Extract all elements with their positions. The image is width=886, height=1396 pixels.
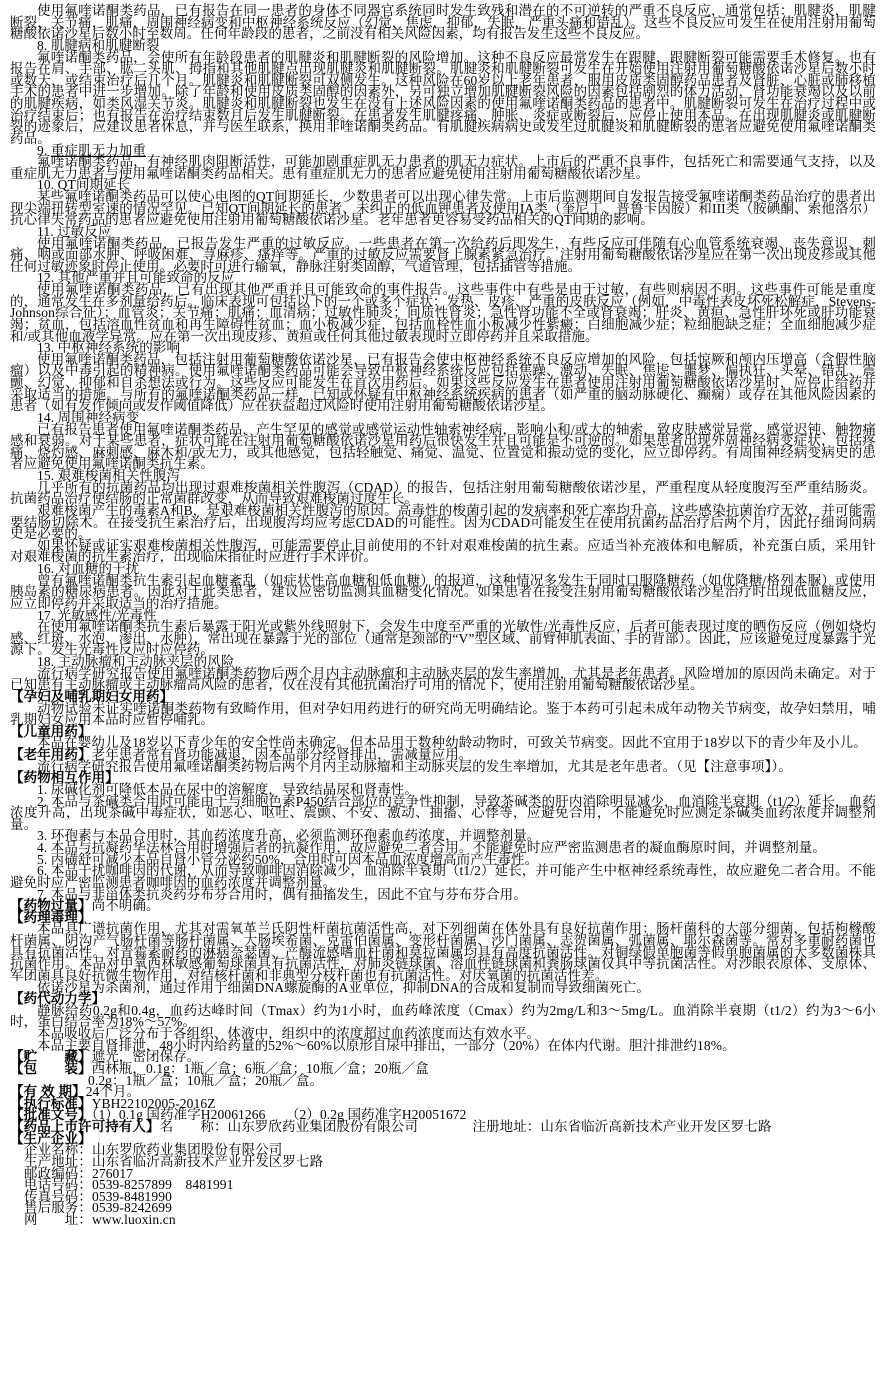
text: 遮光，密闭保存。: [91, 1049, 201, 1065]
text: 生产地址：山东省临沂高新技术产业开发区罗七路: [24, 1153, 324, 1169]
text: 已有报告患者使用氟喹诺酮类药品，产生罕见的感觉或感觉运动性轴索神经病，影响小和/或大的轴索，致皮肤感觉异常、感觉迟钝、触物痛感和衰弱。对于某些患者，症状可能在注射用葡萄糖酸依诺沙星用药后很快发生并且可能是不可逆的。如果患者出现外周神经病变症状，包括疼痛、烧灼感、麻刺感、麻木和/或无力，或其他感觉，包括轻触觉、痛觉、温觉、位置觉和振动觉的变化，应立即停药。有周围神经病变病史的患者应避免使用氟喹诺酮类抗生素。: [10, 421, 876, 472]
text: 尚不明确。: [91, 898, 160, 914]
text: 售后服务：0539-8242699: [24, 1200, 172, 1216]
paragraph: [10, 284, 876, 342]
field-label: 【老年用药】: [10, 747, 92, 762]
text: 使用氟喹诺酮类药品，包括注射用葡萄糖酸依诺沙星，已有报告会使中枢神经系统不良反应增加的风险，包括惊厥和颅内压增高（含假性脑瘤）以及中毒引起的精神病。使用氟喹诺酮类药品可能会导致中枢神经系统反应包括焦躁、激动、失眠、焦虑、噩梦、偏执狂、头晕、错乱、震颤、幻觉、抑郁和自杀想法或行为。这些反应可能发生在首次用药后。如果这些反应发生在患者使用注射用葡萄糖酸依诺沙星时，应停止给药并采取适当的措施。与所有的氟喹诺酮类药品一样，已知或怀疑有中枢神经系统疾病的患者（如严重的脑动脉硬化、癫痫）或存在其他风险因素的患者（如有发作倾向或发作阈值降低）应在获益超过风险时使用注射用葡萄糖酸依诺沙星。: [10, 351, 876, 414]
text: 电话号码：0539-8257899 8481991: [24, 1177, 234, 1193]
field-label: 【药品上市许可持有人】: [10, 1119, 160, 1134]
paragraph: [10, 793, 876, 832]
heading-number: 17.: [37, 607, 58, 623]
heading-number: 11.: [37, 223, 58, 239]
text: 传真号码：0539-8481990: [24, 1188, 172, 1204]
heading-number: 14.: [37, 409, 58, 425]
paragraph: [10, 923, 876, 981]
text: 老年患者常有肾功能减退，因本品部分经肾排出，需减量应用。: [91, 747, 473, 762]
field-label: 【执行标准】: [10, 1095, 92, 1111]
text: 流行病学研究报告使用氟喹诺酮类药物后两个月内主动脉瘤和主动脉夹层的发生率增加，尤其是老年患者。（见【注意事项】）。: [37, 758, 792, 774]
contact-line: [10, 1214, 876, 1226]
text: 【药物相互作用】: [10, 770, 119, 786]
text: 24个月。: [85, 1084, 141, 1100]
text: 本品在婴幼儿及18岁以下青少年的安全性尚未确定。但本品用于数种幼龄动物时，可致关节病变。因此不宜用于18岁以下的青少年及小儿。: [37, 735, 867, 751]
text: 在使用氟喹诺酮类抗生素后暴露于阳光或紫外线照射下，会发生中度至严重的光敏性/光毒性反应，后者可能表现过度的晒伤反应（例如烧灼感、红斑、水泡、渗出、水肿），常出现在暴露于光的部位（通常是颈部的“V”型区域、前臂伸肌表面、手的背部）。因此，应该避免过度暴露于光源下。发生光毒性反应时应停药。: [10, 619, 876, 658]
text: 企业名称：山东罗欣药业集团股份有限公司: [24, 1142, 283, 1158]
paragraph: [10, 865, 876, 888]
text: 使用氟喹诺酮类药品，已有出现其他严重并且可能致命的事件报告。这些事件中有些是由于过敏，有些则病因不明。这些事件可能是重度的，通常发生在多剂量给药后。临床表现可包括以下的一个或多个症状：发热、皮疹、严重的皮肤反应（例如，中毒性表皮坏死松解症，Stevens-Johnson综合征）；血管炎；关节痛；肌痛；血清病；过敏性肺炎；间质性肾炎；急性肾功能不全或肾衰竭；肝炎、黄疸、急性肝坏死或肝功能衰竭；贫血，包括溶血性贫血和再生障碍性贫血；血小板减少症，包括血栓性血小板减少性紫癜；白细胞减少症；粒细胞缺乏症；全血细胞减少症和/或其他血液学异常。应在第一次出现皮疹、黄疸或任何其他过敏表现时立即停药并且采取措施。: [10, 282, 876, 344]
text: 7. 本品与非甾体类抗炎药芬布芬合用时，偶有抽搐发生，因此不宜与芬布芬合用。: [37, 886, 527, 902]
paragraph: [10, 700, 876, 728]
heading-text: 肌腱病和肌腱断裂: [50, 37, 160, 53]
text: 使用氟喹诺酮类药品，已报告发生严重的过敏反应。一些患者在第一次给药后即发生，有些反应可伴随有心血管系统衰竭、丧失意识、刺痛、咽或面部水肿、呼吸困难、荨麻疹、瘙痒等。严重的过敏反应需要肾上腺素紧急治疗。注射用葡萄糖酸依诺沙星应在第一次出现皮疹或其他任何过敏迹象时停止使用。必要时可进行输氧，静脉注射类固醇，气道管理，包括插管等措施。: [10, 235, 876, 274]
text: 氟喹诺酮类药品，会使所有年龄段患者的肌腱炎和肌腱断裂的风险增加。这种不良反应最常发生在跟腱，跟腱断裂可能需要手术修复。也有报告在肩、手部、肱二头肌、拇指和其他肌腱点出现肌腱炎和肌腱断裂。肌腱炎和肌腱断裂可发生在开始使用注射用葡萄糖酸依诺沙星后数小时或数天，或结束治疗后几个月。肌腱炎和肌腱断裂可双侧发生。这种风险在60岁以上老年患者，服用皮质类固醇药品患者及肾脏、心脏或肺移植手术的患者中进一步增加。除了年龄和使用皮质类固醇的因素外，另可独立增加肌腱断裂风险的因素包括剧烈的体力活动，肾功能衰竭以及以前的肌腱疾病，如类风湿关节炎。肌腱炎和肌腱断裂也发生在没有上述风险因素的使用氟喹诺酮类药品的患者中。肌腱断裂可发生在治疗过程中或治疗结束后；也有报告在治疗结束数月后发生肌腱断裂。在患者发生肌腱疼痛、肿胀、炎症或断裂后，应停止使用本品。在出现肌腱炎或肌腱断裂的迹象后，应建议患者休息，并与医生联系，换用非喹诺酮类药品。有肌腱疾病病史或发生过肌腱炎和肌腱断裂的患者应避免使用氟喹诺酮类药品。: [10, 49, 876, 146]
paragraph: [10, 1002, 876, 1030]
text: 【药理毒理】: [10, 909, 92, 925]
text: 网 址：www.luoxin.cn: [24, 1212, 176, 1227]
heading-text: 光敏感性/光毒性: [57, 607, 157, 623]
field-label: 【批准文号】: [10, 1107, 92, 1123]
heading-text: 艰难梭菌相关性腹泻: [57, 468, 181, 483]
paragraph: [10, 979, 876, 995]
paragraph: [10, 235, 876, 274]
text: 流行病学研究报告使用氟喹诺酮类药物后两个月内主动脉瘤和主动脉夹层的发生率增加，尤其是老年患者。风险增加的原因尚未确定。对于已知患有主动脉瘤或主动脉瘤高风险的患者，仅在没有其他抗菌治疗可用的情况下，使用注射用葡萄糖酸依诺沙星。: [10, 665, 876, 693]
paragraph: [10, 479, 876, 507]
field-label: 【贮 藏】: [10, 1049, 92, 1065]
text: 3. 环孢素与本品合用时，其血药浓度升高，必须监测环孢素血药浓度，并调整剂量。: [37, 828, 541, 844]
paragraph: [10, 156, 876, 179]
text: 【儿童用药】: [10, 723, 92, 739]
text: 西林瓶，0.1g：1瓶／盒；6瓶／盒；10瓶／盒；20瓶／盒: [91, 1060, 429, 1076]
paragraph: [10, 572, 876, 611]
text: 本品具广谱抗菌作用，尤其对需氧革兰氏阴性杆菌抗菌活性高，对下列细菌在体外具有良好抗菌作用：肠杆菌科的大部分细菌，包括枸橼酸杆菌属、阴沟产气肠杆菌等肠杆菌属、大肠埃希菌、克雷伯菌属、变形杆菌属、沙门菌属、志贺菌属、弧菌属、耶尔森菌等。常对多重耐药菌也具有抗菌活性。对青霉素耐药的淋病奈瑟菌、产酶流感嗜血杆菌和莫拉菌属均具有高度抗菌活性。对铜绿假单胞菌等假单胞菌属的大多数菌株具抗菌作用。本品对甲氧西林敏感葡萄球菌具有抗菌活性，对肺炎链球菌、溶血性链球菌和粪肠球菌仅具中等抗菌活性。对沙眼衣原体、支原体、军团菌具良好抗微生物作用，对结核杆菌和非典型分枝杆菌也有抗菌活性。对厌氧菌的抗菌活性差。: [10, 921, 876, 983]
field-label: 【有 效 期】: [10, 1084, 86, 1100]
text: 氟喹诺酮类药品，有神经肌肉阻断活性，可能加剧重症肌无力患者的肌无力症状。上市后的严重不良事件，包括死亡和需要通气支持，以及重症肌无力患者与使用氟喹诺酮类药品相关。患有重症肌无力的患者应避免使用注射用葡萄糖酸依诺沙星。: [10, 154, 876, 181]
heading-text: 重症肌无力加重: [50, 142, 147, 158]
text: 某些氟喹诺酮类药品可以使心电图的QT间期延长，少数患者可以出现心律失常。上市后监测期间自发报告接受氟喹诺酮类药品治疗的患者出现尖端扭转型室速的情况罕见。已知QT间期延长的患者、未纠正的低血钾患者及使用IA类（奎尼丁、普鲁卡因胺）和III类（胺碘酮、索他洛尔）抗心律失常药品的患者应避免使用注射用葡萄糖酸依诺沙星。老年患者更容易受药品相关的QT间期的影响。: [10, 189, 876, 228]
paragraph: [10, 502, 876, 542]
text: YBH22102005-2016Z: [91, 1095, 216, 1111]
text: 6. 本品干扰咖啡因的代谢，从而导致咖啡因消除减少，血消除半衰期（t1/2）延长，并可能产生中枢神经系统毒性，故应避免二者合用。不能避免时应严密监测患者咖啡因的血药浓度并调整剂量。: [10, 863, 876, 890]
text: 曾有氟喹诺酮类抗生素引起血糖紊乱（如症状性高血糖和低血糖）的报道，这种情况多发生于同时口服降糖药（如优降糖/格列本脲）或使用胰岛素的糖尿病患者。因此对于此类患者，建议应密切监测其血糖变化情况。如果患者在接受注射用葡萄糖酸依诺沙星治疗时出现低血糖反应，应立即停药并采取适当的治疗措施。: [10, 572, 876, 611]
text: 邮政编码：276017: [24, 1165, 134, 1181]
heading-number: 12.: [37, 270, 58, 286]
text: 名 称：山东罗欣药业集团股份有限公司 注册地址：山东省临沂高新技术产业开发区罗七路: [159, 1119, 772, 1134]
paragraph: [10, 665, 876, 693]
heading-number: 18.: [37, 654, 58, 669]
heading-number: 10.: [37, 177, 58, 193]
heading-text: 其他严重并且可能致命的反应: [57, 270, 235, 286]
text: 本品主要自肾排泄，48小时内给药量的52%～60%以原形自尿中排出，一部分（20%）在体内代谢。胆汁排泄约18%。: [37, 1037, 736, 1053]
text: （1）0.1g 国药准字H20061266 （2）0.2g 国药准字H20051672: [91, 1107, 467, 1123]
heading-text: 主动脉瘤和主动脉夹层的风险: [57, 654, 235, 669]
heading-text: 过敏反应: [57, 223, 112, 239]
text: 2. 本品与茶碱类合用时可能由于与细胞色素P450结合部位的竞争性抑制，导致茶碱类的肝内消除明显减少，血消除半衰期（t1/2）延长，血药浓度升高，出现茶碱中毒症状，如恶心、呕吐、震颤、不安、激动、抽搐、心悸等，应避免合用，不能避免时应测定茶碱类血药浓度并调整剂量。: [10, 793, 876, 832]
text: 0.2g：1瓶／盒；10瓶／盒；20瓶／盒。: [88, 1072, 324, 1088]
text: 【药代动力学】: [10, 991, 106, 1007]
paragraph: [10, 191, 876, 226]
paragraph: [10, 621, 876, 656]
text: 本品吸收后广泛分布于各组织、体液中，组织中的浓度超过血药浓度而达有效水平。: [37, 1026, 541, 1041]
heading-number: 9.: [37, 142, 51, 158]
paragraph: [10, 5, 876, 40]
heading-text: 对血糖的干扰: [57, 561, 140, 576]
paragraph: [10, 758, 876, 774]
heading-number: 8.: [37, 37, 51, 53]
text: 【孕妇及哺乳期妇女用药】: [10, 688, 174, 704]
text: 4. 本品与抗凝药华法林合用时增强后者的抗凝作用，故应避免二者合用。不能避免时应严密监测患者的凝血酶原时间，并调整剂量。: [37, 840, 826, 855]
heading-number: 15.: [37, 468, 58, 483]
text: 静脉给药0.2g和0.4g，血药达峰时间（Tmax）约为1小时，血药峰浓度（Cmax）约为2mg/L和3～5mg/L。血消除半衰期（t1/2）约为3～6小时，蛋白结合率为18%～57%。: [10, 1002, 876, 1030]
heading-text: 周围神经病变: [57, 409, 140, 425]
text: 【生产企业】: [10, 1130, 92, 1146]
text: 依诺沙星为杀菌剂，通过作用于细菌DNA螺旋酶的A亚单位，抑制DNA的合成和复制而导致细菌死亡。: [37, 979, 650, 995]
contact-line: [10, 1153, 876, 1169]
text: 艰难梭菌产生的毒素A和B，是艰难梭菌相关性腹泻的原因。高毒性的梭菌引起的发病率和死亡率均升高，这些感染抗菌治疗无效，并可能需要结肠切除术。在接受抗生素治疗后，出现腹泻均应考虑CDAD的可能性。因为CDAD可能发生在使用抗菌药品治疗后两个月，因此仔细询问病史是必要的。: [10, 502, 876, 542]
heading-number: 16.: [37, 561, 58, 576]
paragraph: [10, 351, 876, 414]
text: 如果怀疑或证实艰难梭菌相关性腹泻，可能需要停止目前使用的不针对艰难梭菌的抗生素。应适当补充液体和电解质，补充蛋白质，采用针对艰难梭菌的抗生素治疗，出现临床指征时应进行手术评价。: [10, 537, 876, 565]
heading-number: 13.: [37, 340, 58, 356]
heading-text: QT间期延长: [57, 177, 131, 193]
paragraph: [10, 49, 876, 146]
text: 5. 丙磺舒可减少本品自肾小管分泌约50%，合用时可因本品血浓度增高而产生毒性。: [37, 851, 539, 867]
heading-text: 中枢神经系统的影响: [57, 340, 181, 356]
text: 1. 尿碱化剂可降低本品在尿中的溶解度，导致结晶尿和肾毒性。: [37, 781, 418, 797]
text: 动物试验未证实喹诺酮类药物有致畸作用，但对孕妇用药进行的研究尚无明确结论。鉴于本药可引起未成年动物关节病变，故孕妇禁用，哺乳期妇女应用本品时应暂停哺乳。: [10, 700, 876, 728]
field-label: 【包 装】: [10, 1060, 92, 1076]
field-label: 【药物过量】: [10, 898, 92, 914]
paragraph: [10, 537, 876, 565]
text: 几乎所有的抗菌药品均出现过艰难梭菌相关性腹泻（CDAD）的报告，包括注射用葡萄糖酸依诺沙星，严重程度从轻度腹泻至严重结肠炎。抗菌药品治疗使结肠的正常菌群改变，从而导致艰难梭菌过度生长。: [10, 479, 876, 507]
text: 使用氟喹诺酮类药品，已有报告在同一患者的身体不同器官系统同时发生致残和潜在的不可逆转的严重不良反应，通常包括：肌腱炎，肌腱断裂，关节痛，肌痛，周围神经病变和中枢神经系统反应（幻觉，焦虑，抑郁，失眠，严重头痛和错乱）。这些不良反应可发生在使用注射用葡萄糖酸依诺沙星后数小时至数周。任何年龄段的患者，之前没有相关风险因素，均有报告发生这些不良反应。: [10, 3, 876, 42]
paragraph: [10, 421, 876, 472]
field-line: [10, 1121, 876, 1133]
